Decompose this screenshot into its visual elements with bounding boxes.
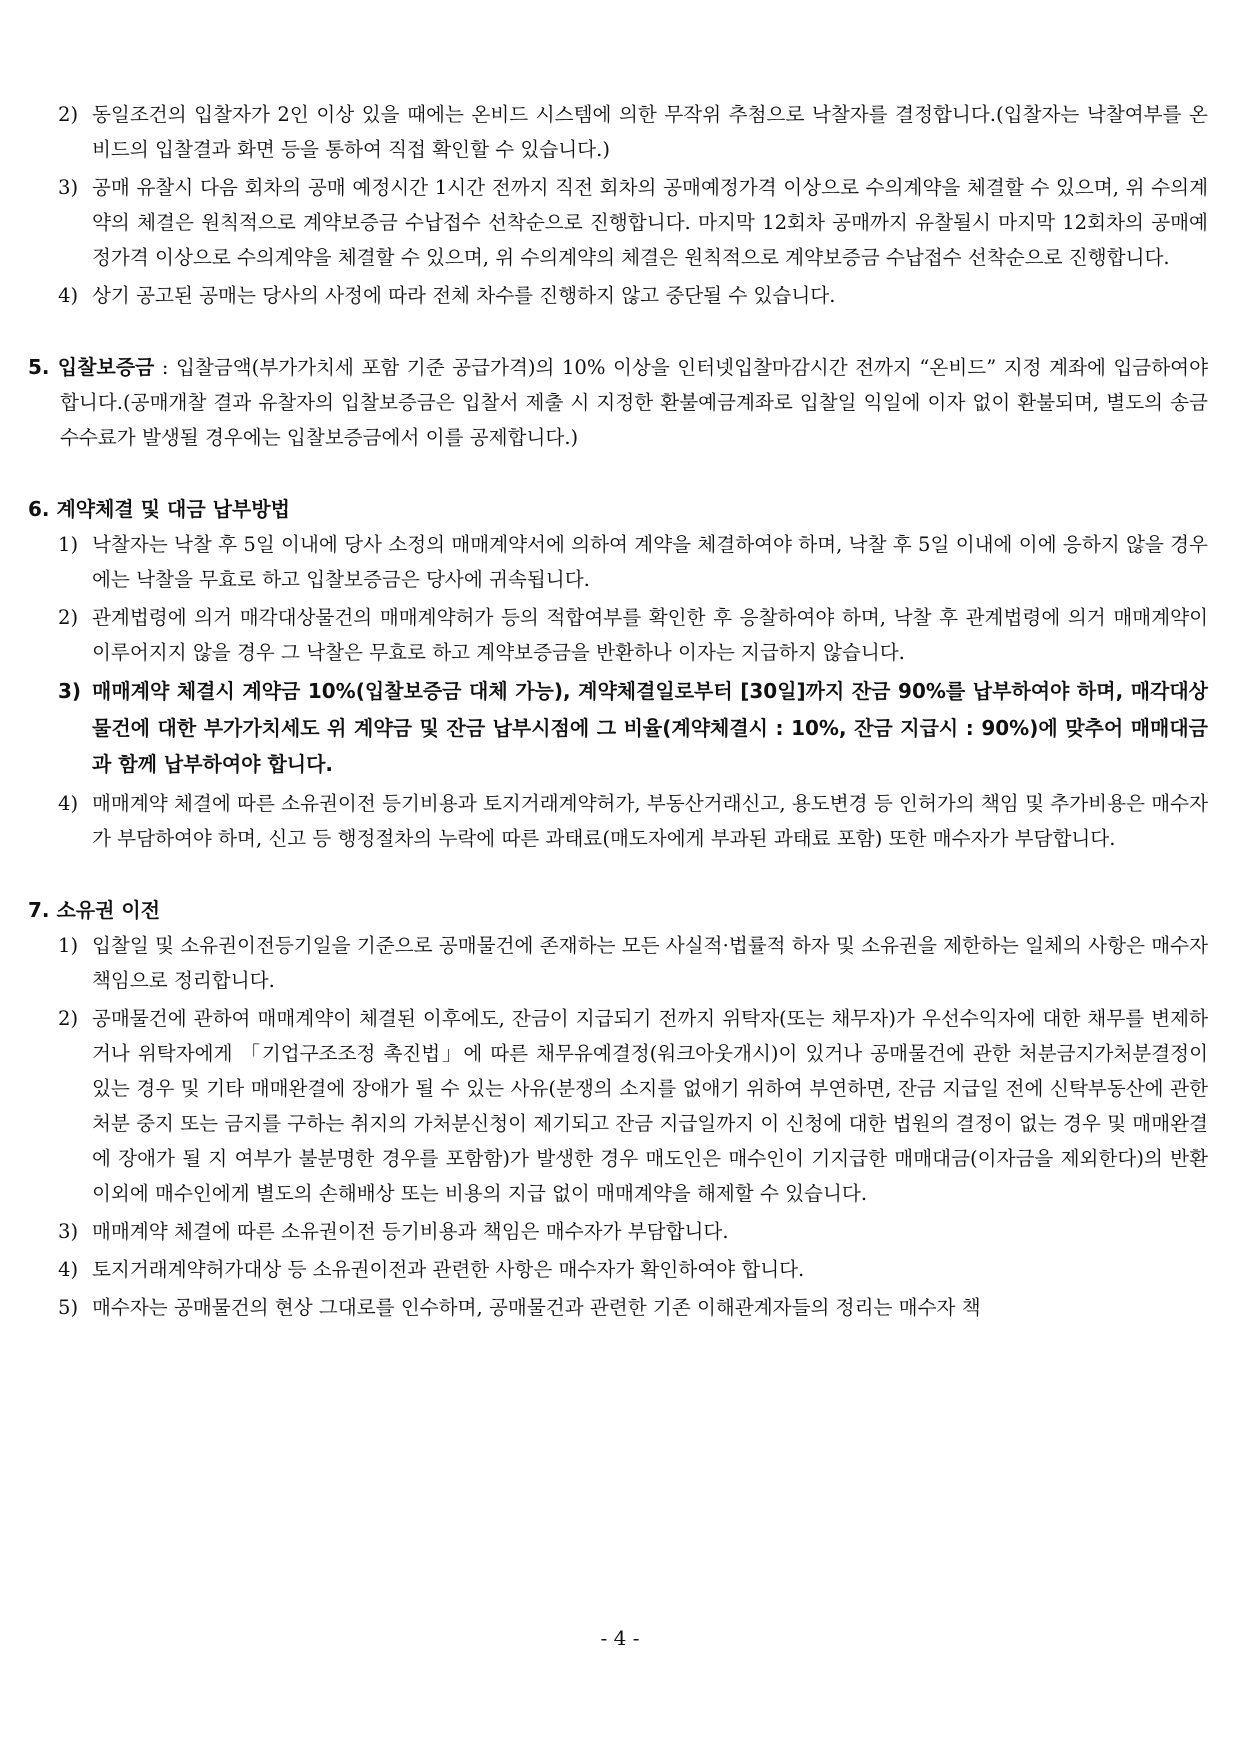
section-5-heading: 5. 입찰보증금 xyxy=(28,355,155,379)
list-item xyxy=(28,170,1208,275)
document-body xyxy=(28,97,1208,1328)
section-5-text: : 입찰금액(부가가치세 포함 기준 공급가격)의 10% 이상을 인터넷입찰마감시간 전까지 “온비드” 지정 계좌에 입금하여야 합니다.(공매개찰 결과 유찰자의 입찰보증금은 입찰서 제출 시 지정한 환불예금계좌로 입찰일 익일에 이자 없이 환불되며, 별도의 송금수수료가 발생될 경우에는 입찰보증금에서 이를 공제합니다.) xyxy=(60,356,1209,449)
section-7-heading: 7. 소유권 이전 xyxy=(28,897,161,922)
item-number: 2) xyxy=(58,1006,79,1030)
list-item xyxy=(28,786,1208,856)
item-text: 매매계약 체결시 계약금 10%(입찰보증금 대체 가능), 계약체결일로부터 [30일]까지 잔금 90%를 납부하여야 하며, 매각대상 물건에 대한 부가가치세도 위 계약금 및 잔금 납부시점에 그 비율(계약체결시 : 10%, 잔금 지급시 : 90%)에 맞추어 매매대금과 함께 납부하여야 합니다. xyxy=(92,679,1208,776)
item-text: 매수자는 공매물건의 현상 그대로를 인수하며, 공매물건과 관련한 기존 이해관계자들의 정리는 매수자 책 xyxy=(92,1295,981,1319)
item-number: 1) xyxy=(58,933,79,957)
list-item-emphasized xyxy=(28,673,1208,783)
list-item xyxy=(28,97,1208,167)
item-number: 4) xyxy=(58,791,79,815)
list-item xyxy=(28,1214,1208,1249)
section-5-paragraph xyxy=(28,350,1208,455)
item-number: 3) xyxy=(58,679,82,703)
section-ownership-transfer xyxy=(28,893,1208,1325)
list-item xyxy=(28,1001,1208,1211)
page-number: - 4 - xyxy=(600,1626,640,1650)
list-item xyxy=(28,928,1208,998)
list-item xyxy=(28,278,1208,313)
item-text: 토지거래계약허가대상 등 소유권이전과 관련한 사항은 매수자가 확인하여야 합니다. xyxy=(92,1257,805,1281)
item-text: 공매 유찰시 다음 회차의 공매 예정시간 1시간 전까지 직전 회차의 공매예정가격 이상으로 수의계약을 체결할 수 있으며, 위 수의계약의 체결은 원칙적으로 계약보증금 수납접수 선착순으로 진행합니다. 마지막 12회차 공매까지 유찰될시 마지막 12회차의 공매예정가격 이상으로 수의계약을 체결할 수 있으며, 위 수의계약의 체결은 원칙적으로 계약보증금 수납접수 선착순으로 진행합니다. xyxy=(92,176,1208,269)
list-item xyxy=(28,1290,1208,1325)
list-item xyxy=(28,527,1208,597)
item-number: 3) xyxy=(58,176,79,199)
item-text: 관계법령에 의거 매각대상물건의 매매계약허가 등의 적합여부를 확인한 후 응찰하여야 하며, 낙찰 후 관계법령에 의거 매매계약이 이루어지지 않을 경우 그 낙찰은 무효로 하고 계약보증금을 반환하나 이자는 지급하지 않습니다. xyxy=(92,606,1208,664)
item-text: 낙찰자는 낙찰 후 5일 이내에 당사 소정의 매매계약서에 의하여 계약을 체결하여야 하며, 낙찰 후 5일 이내에 이에 응하지 않을 경우에는 낙찰을 무효로 하고 입찰보증금은 당사에 귀속됩니다. xyxy=(92,533,1208,591)
list-item xyxy=(28,600,1208,670)
item-number: 3) xyxy=(58,1219,79,1243)
item-text: 매매계약 체결에 따른 소유권이전 등기비용과 책임은 매수자가 부담합니다. xyxy=(92,1219,729,1243)
item-number: 4) xyxy=(58,1257,79,1281)
item-text: 입찰일 및 소유권이전등기일을 기준으로 공매물건에 존재하는 모든 사실적·법률적 하자 및 소유권을 제한하는 일체의 사항은 매수자 책임으로 정리합니다. xyxy=(92,933,1208,992)
item-number: 5) xyxy=(58,1295,79,1319)
list-item xyxy=(28,1252,1208,1287)
item-text: 상기 공고된 공매는 당사의 사정에 따라 전체 차수를 진행하지 않고 중단될 수 있습니다. xyxy=(92,284,836,307)
item-text: 동일조건의 입찰자가 2인 이상 있을 때에는 온비드 시스템에 의한 무작위 추첨으로 낙찰자를 결정합니다.(입찰자는 낙찰여부를 온비드의 입찰결과 화면 등을 통하여 직접 확인할 수 있습니다.) xyxy=(92,103,1208,161)
item-number: 1) xyxy=(58,533,79,556)
item-text: 매매계약 체결에 따른 소유권이전 등기비용과 토지거래계약허가, 부동산거래신고, 용도변경 등 인허가의 책임 및 추가비용은 매수자가 부담하여야 하며, 신고 등 행정절차의 누락에 따른 과태료(매도자에게 부과된 과태료 포함) 또한 매수자가 부담합니다. xyxy=(92,791,1208,850)
item-number: 2) xyxy=(58,606,79,629)
item-number: 2) xyxy=(58,103,79,126)
item-number: 4) xyxy=(58,284,79,307)
section-bid-deposit xyxy=(28,350,1208,455)
section-6-heading: 6. 계약체결 및 대금 납부방법 xyxy=(28,497,290,521)
item-text: 공매물건에 관하여 매매계약이 체결된 이후에도, 잔금이 지급되기 전까지 위탁자(또는 채무자)가 우선수익자에 대한 채무를 변제하거나 위탁자에게 「기업구조조정 촉진법」에 따른 채무유예결정(워크아웃개시)이 있거나 공매물건에 관한 처분금지가처분결정이 있는 경우 및 기타 매매완결에 장애가 될 수 있는 사유(분쟁의 소지를 없애기 위하여 부연하면, 잔금 지급일 전에 신탁부동산에 관한 처분 중지 또는 금지를 구하는 취지의 가처분신청이 제기되고 잔금 지급일까지 이 신청에 대한 법원의 결정이 없는 경우 및 매매완결에 장애가 될 지 여부가 불분명한 경우를 포함함)가 발생한 경우 매도인은 매수인이 기지급한 매매대금(이자금을 제외한다)의 반환 이외에 매수인에게 별도의 손해배상 또는 비용의 지급 없이 매매계약을 해제할 수 있습니다. xyxy=(92,1006,1208,1205)
section-contract-payment xyxy=(28,492,1208,856)
